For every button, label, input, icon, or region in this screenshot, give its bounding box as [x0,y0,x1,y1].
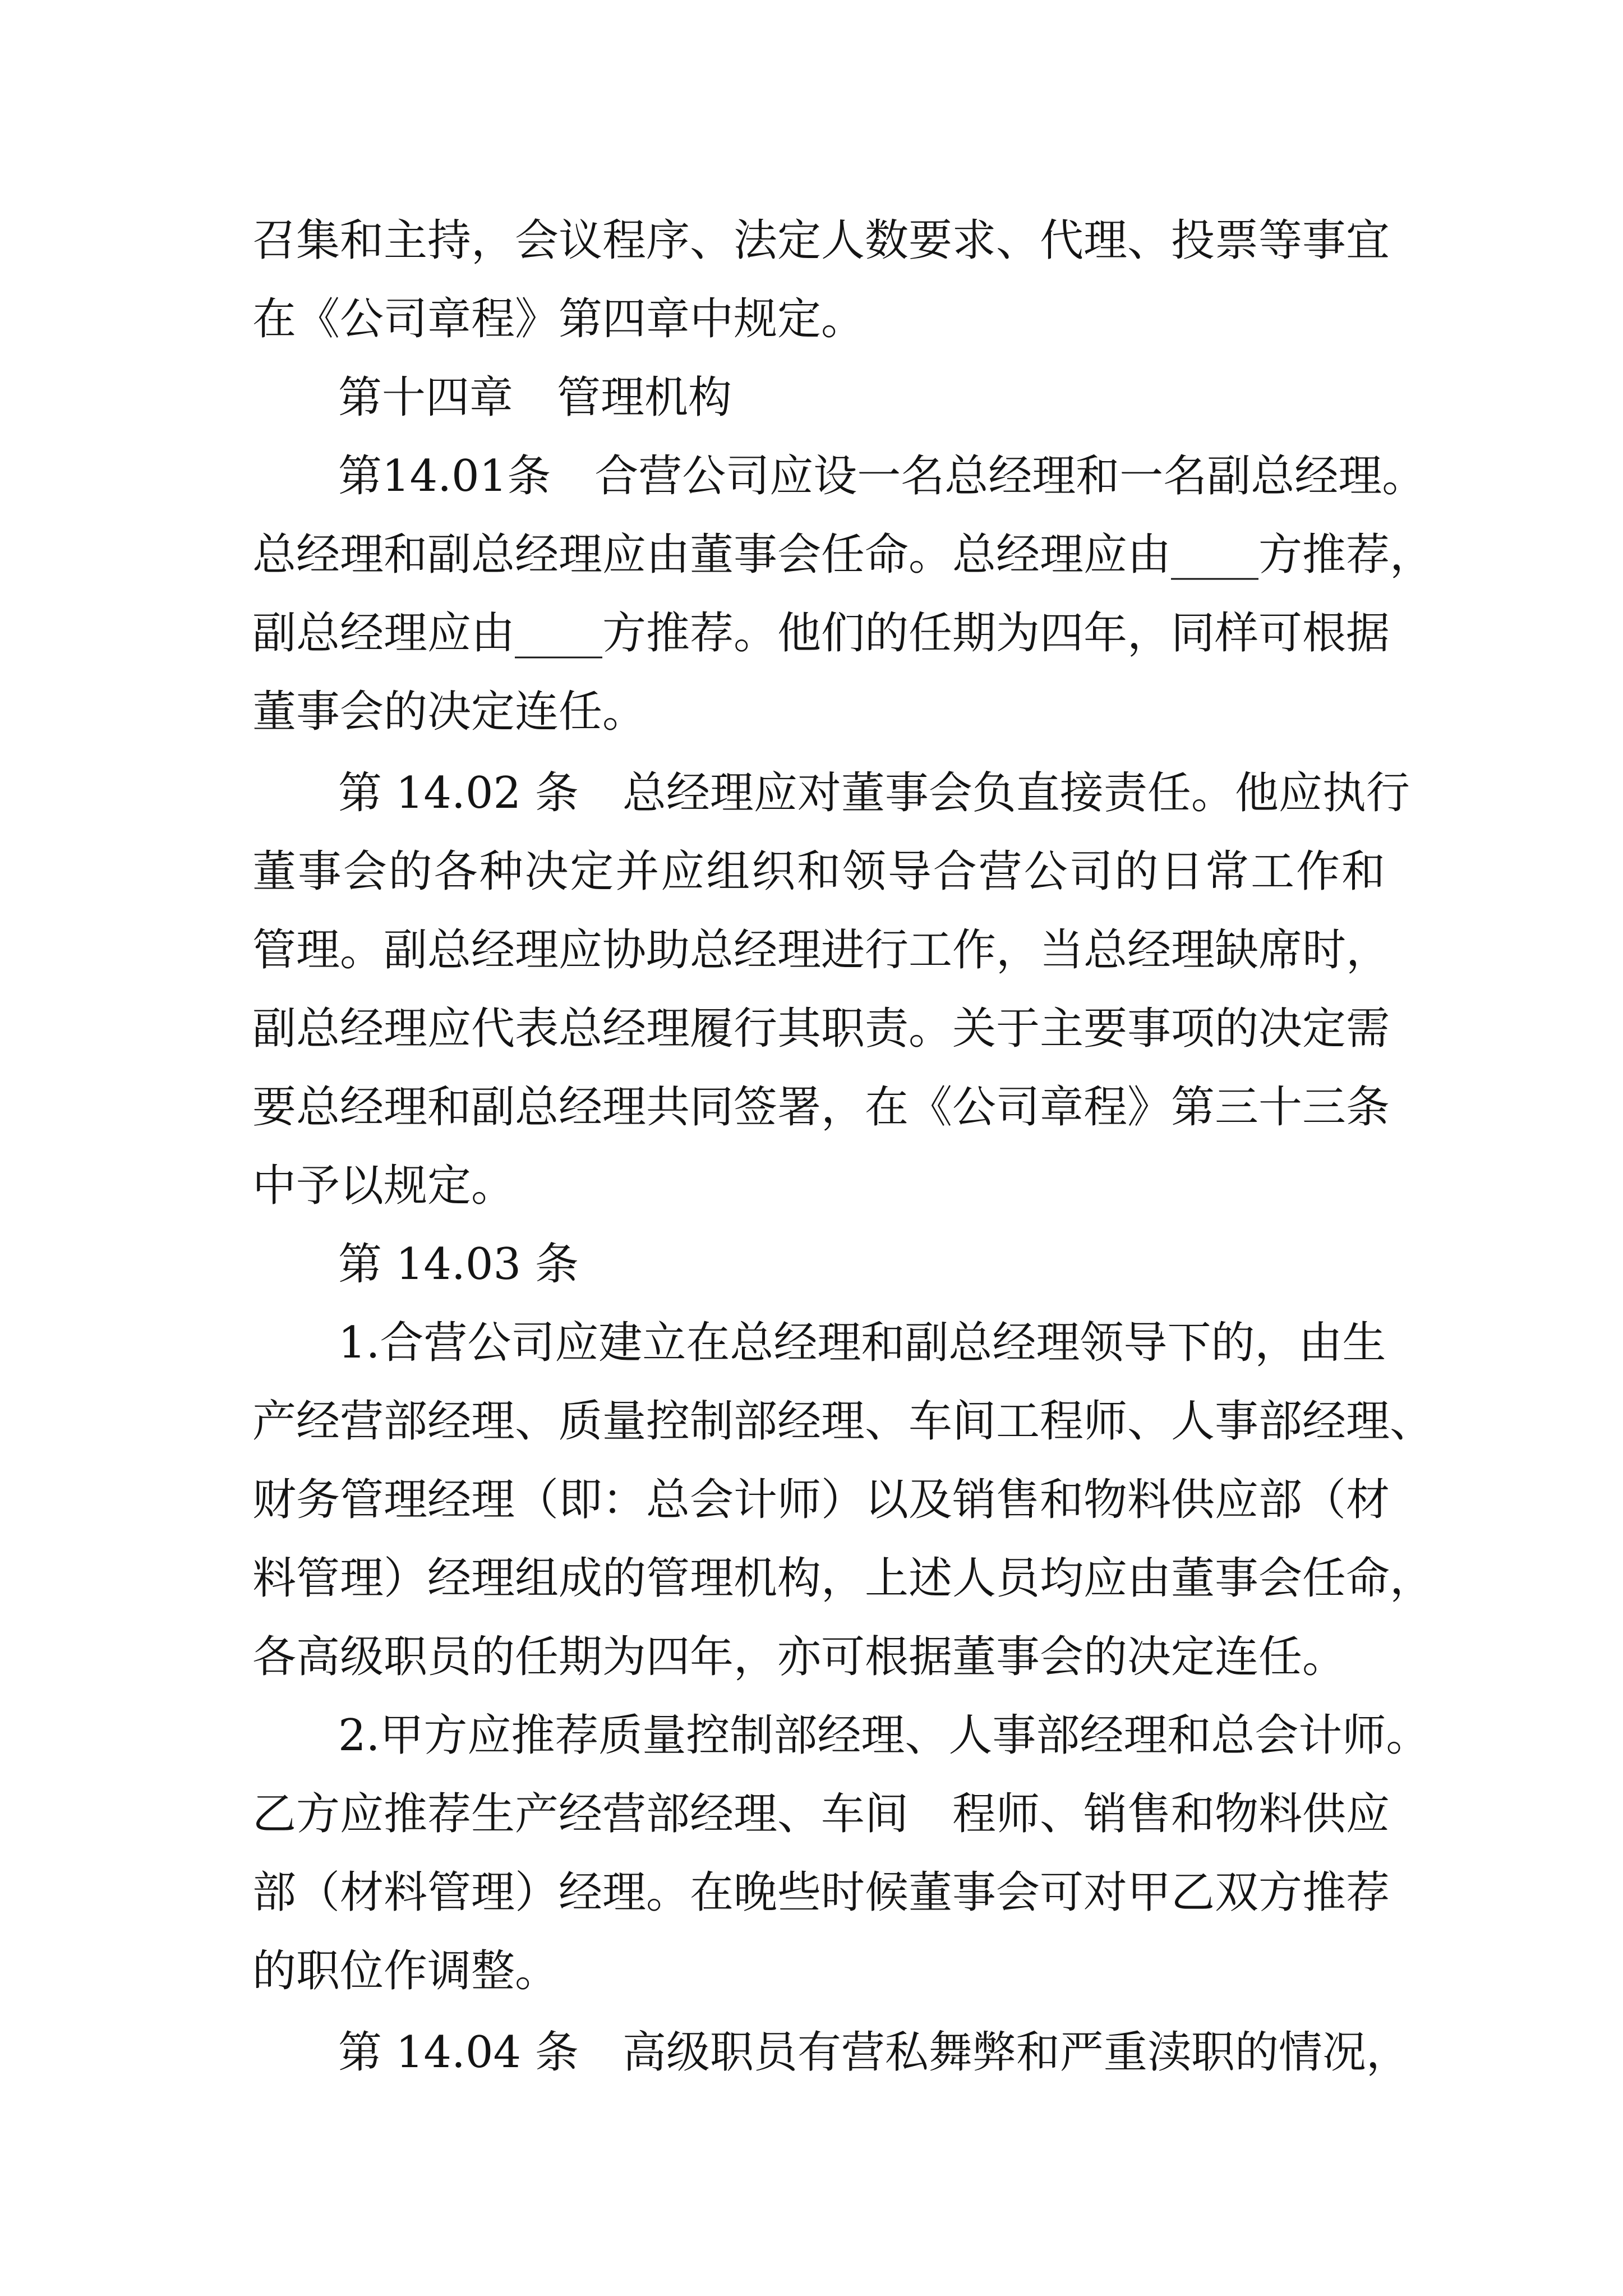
text-line: 1.合营公司应建立在总经理和副总经理领导下的，由生 [338,1318,1386,1368]
text-line: 董事会的各种决定并应组织和领导合营公司的日常工作和 [252,846,1385,897]
article-heading: 第 14.04 条 高级职员有营私舞弊和严重渎职的情况， [338,2027,1410,2078]
chapter-heading: 第十四章 管理机构 [338,372,732,423]
text-line: 料管理）经理组成的管理机构，上述人员均应由董事会任命， [252,1553,1434,1604]
article-heading: 第14.01条 合营公司应设一名总经理和一名副总经理。 [338,451,1426,501]
text-line: 乙方应推荐生产经营部经理、车间 程师、销售和物料供应 [252,1789,1390,1839]
article-heading: 第 14.02 条 总经理应对董事会负直接责任。他应执行 [338,768,1410,818]
text-line: 2.甲方应推荐质量控制部经理、人事部经理和总会计师。 [338,1710,1430,1761]
text-line: 管理。副总经理应协助总经理进行工作，当总经理缺席时， [252,925,1390,976]
text-line: 产经营部经理、质量控制部经理、车间工程师、人事部经理、 [252,1396,1434,1447]
text-line: 副总经理应代表总经理履行其职责。关于主要事项的决定需 [252,1004,1390,1054]
text-line: 财务管理经理（即：总会计师）以及销售和物料供应部（材 [252,1475,1390,1525]
text-line: 中予以规定。 [252,1161,515,1211]
text-line: 各高级职员的任期为四年，亦可根据董事会的决定连任。 [252,1632,1347,1682]
article-heading: 第 14.03 条 [338,1239,579,1290]
text-line: 副总经理应由____方推荐。他们的任期为四年，同样可根据 [252,608,1390,659]
text-line: 部（材料管理）经理。在晚些时候董事会可对甲乙双方推荐 [252,1867,1390,1918]
text-line: 召集和主持，会议程序、法定人数要求、代理、投票等事宜 [252,215,1390,266]
text-line: 在《公司章程》第四章中规定。 [252,294,865,344]
text-line: 总经理和副总经理应由董事会任命。总经理应由____方推荐， [252,530,1434,580]
text-line: 董事会的决定连任。 [252,687,647,737]
text-line: 要总经理和副总经理共同签署，在《公司章程》第三十三条 [252,1082,1390,1133]
text-line: 的职位作调整。 [252,1946,559,1996]
